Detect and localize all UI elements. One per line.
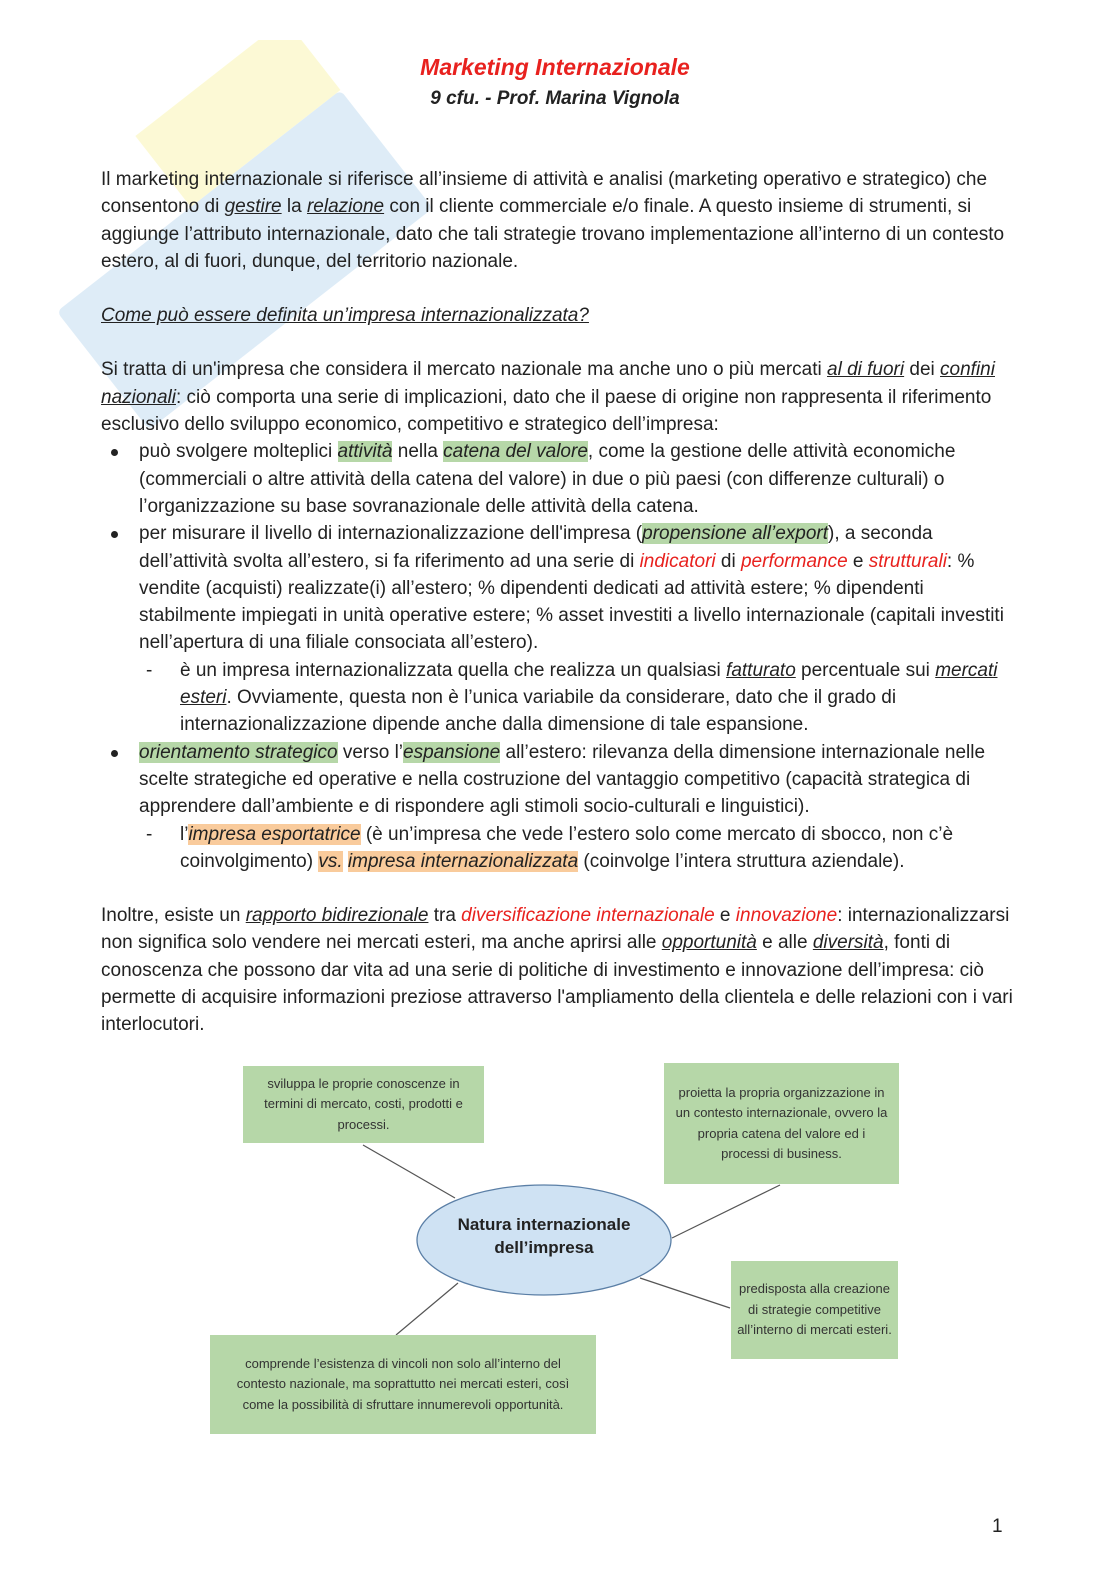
sub-list-item: - l’impresa esportatrice (è un’impresa che vede l’estero solo come mercato di sbocco, non c’è coinvolgimento) vs. impresa internazionalizzata (coinvolge l’intera struttura aziendale). <box>139 821 1016 876</box>
sub-list-item: - è un impresa internazionalizzata quella che realizza un qualsiasi fatturato percentuale sui mercati esteri. Ovviamente, questa non è l’unica variabile da considerare, dato che il grado di internazionalizzazione dipende anche dalla dimensione di tale espansione. <box>139 657 1016 739</box>
conclusion-paragraph: Inoltre, esiste un rapporto bidirezionale tra diversificazione internazionale e innovazione: internazionalizzarsi non significa solo vendere nei mercati esteri, ma anche aprirsi alle opportunità e alle diversità, fonti di conoscenza che possono dar vita ad una serie di politiche di investimento e innovazione dell’impresa: ciò permette di acquisire informazioni preziose attraverso l'ampliamento della clientela e delle relazioni con i vari interlocutori. <box>101 905 1013 1036</box>
section-question: Come può essere definita un’impresa internazionalizzata? <box>101 305 589 327</box>
definition-paragraph: Si tratta di un'impresa che considera il mercato nazionale ma anche uno o più mercati al di fuori dei confini nazionali: ciò comporta una serie di implicazioni, dato che il paese di origine non rappresenta il riferimento esclusivo dello sviluppo economico, competitivo e strategico dell’impresa: <box>101 359 995 436</box>
page-number: 1 <box>992 1516 1003 1537</box>
diagram-box-top-left: sviluppa le proprie conoscenze in termini di mercato, costi, prodotti e processi. <box>243 1066 484 1143</box>
diagram-box-right: predisposta alla creazione di strategie competitive all’interno di mercati esteri. <box>731 1261 898 1359</box>
intro-paragraph: Il marketing internazionale si riferisce all’insieme di attività e analisi (marketing operativo e strategico) che consentono di gestire la relazione con il cliente commerciale e/o finale. A questo insieme di strumenti, si aggiunge l’attributo internazionale, dato che tali strategie trovano implementazione all’interno di un contesto estero, al di fuori, dunque, del territorio nazionale. <box>101 169 1005 272</box>
diagram-box-top-right: proietta la propria organizzazione in un contesto internazionale, ovvero la propria catena del valore ed i processi di business. <box>664 1063 899 1184</box>
document-title: Marketing Internazionale <box>420 54 690 80</box>
document-subtitle: 9 cfu. - Prof. Marina Vignola <box>430 88 680 109</box>
connector-line <box>363 1145 455 1198</box>
diagram-center-label: Natura internazionale dell’impresa <box>457 1215 631 1257</box>
diagram-box-bottom-left: comprende l’esistenza di vincoli non solo all’interno del contesto nazionale, ma soprattutto nei mercati esteri, così come la possibilità di sfruttare innumerevoli opportunità. <box>210 1335 596 1434</box>
connector-line <box>396 1283 458 1335</box>
list-item: orientamento strategico verso l’espansione all’estero: rilevanza della dimensione internazionale nelle scelte strategiche ed operative e nella costruzione del vantaggio competitivo (capacità strategica di apprendere dall’ambiente e di rispondere agli stimoli socio-culturali e linguistici). - l’impresa esportatrice (è un’impresa che vede l’estero solo come mercato di sbocco, non c’è coinvolgimento) vs. impresa internazionalizzata (coinvolge l’intera struttura aziendale). <box>101 739 1016 875</box>
connector-line <box>640 1278 730 1308</box>
list-item: per misurare il livello di internazionalizzazione dell'impresa (propensione all’export), a seconda dell’attività svolta all’estero, si fa riferimento ad una serie di indicatori di performance e strutturali: % vendite (acquisti) realizzate(i) all’estero; % dipendenti dedicati ad attività estere; % dipendenti stabilmente impiegati in unità operative estere; % asset investiti a livello internazionale (capitali investiti nell’apertura di una filiale consociata all’estero). - è un impresa internazionalizzata quella che realizza un qualsiasi fatturato percentuale sui mercati esteri. Ovviamente, questa non è l’unica variabile da considerare, dato che il grado di internazionalizzazione dipende anche dalla dimensione di tale espansione. <box>101 520 1016 738</box>
list-item: può svolgere molteplici attività nella catena del valore, come la gestione delle attività economiche (commerciali o altre attività della catena del valore) in due o più paesi (con differenze culturali) o l’organizzazione su base sovranazionale delle attività della catena. <box>101 438 1016 520</box>
connector-line <box>672 1185 780 1238</box>
